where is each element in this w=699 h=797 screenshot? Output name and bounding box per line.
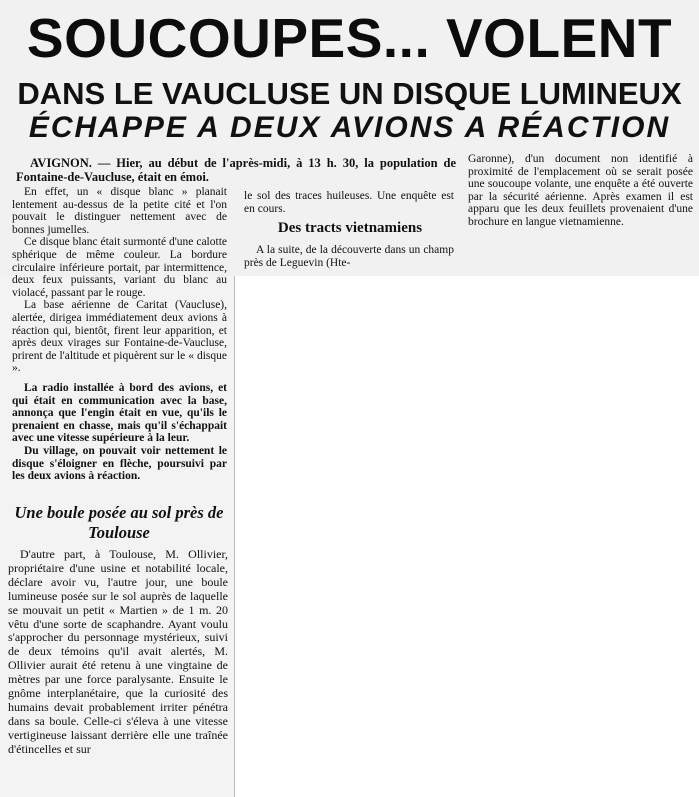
col2-paragraph-2: A la suite, de la découverte dans un champ près de Leguevin (Hte- xyxy=(244,244,454,269)
subheadline-1: DANS LE VAUCLUSE UN DISQUE LUMINEUX xyxy=(17,76,682,111)
subhead-toulouse: Une boule posée au sol près de Toulouse xyxy=(14,503,224,542)
lead-paragraph: AVIGNON. — Hier, au début de l'après-midi, à 13 h. 30, la population de Fontaine-de-Vaucluse, était en émoi. xyxy=(16,156,456,184)
subhead-tracts: Des tracts vietnamiens xyxy=(277,220,423,236)
column-2-continued xyxy=(244,244,454,269)
col2-paragraph-1: le sol des traces huileuses. Une enquête est en cours. xyxy=(244,190,454,215)
column-2 xyxy=(244,190,454,215)
headline: SOUCOUPES... VOLENT xyxy=(26,7,673,69)
col1-paragraph-3: La base aérienne de Caritat (Vaucluse), alertée, dirigea immédiatement deux avions à réaction qui, bientôt, firent leur apparition, et après deux virages sur Fontaine-de-Vaucluse, prirent de l'altitude et piquèrent sur le « disque ». xyxy=(12,299,227,375)
col1-paragraph-2: Ce disque blanc était surmonté d'une calotte sphérique de même couleur. La bordure circulaire inférieure portait, par intermittence, deux feux puissants, variant du blanc au violacé, passant par le rouge. xyxy=(12,236,227,299)
col3-paragraph-1: Garonne), d'un document non identifié à proximité de l'emplacement où se serait posée une soucoupe volante, une enquête a été ouverte par la sécurité aérienne. Après examen il est apparu que les deux feuillets provenaient d'une brochure en langue vietnamienne. xyxy=(468,153,693,228)
col1-paragraph-1: En effet, un « disque blanc » planait lentement au-dessus de la petite cité et l'on pouvait le distinguer nettement avec de bonnes jumelles. xyxy=(12,186,227,236)
column-1-bold xyxy=(12,382,227,483)
col4-paragraph-1: D'autre part, à Toulouse, M. Ollivier, propriétaire d'une usine et notabilité locale, déclare avoir vu, l'autre jour, une boule lumineuse posée sur le sol auprès de laquelle se mouvait un petit « Martien » de 1 m. 20 vêtu d'une sorte de scaphandre. Ayant voulu s'approcher du personnage mystérieux, suivi de deux témoins qu'il avait alertés, M. Ollivier aurait été retenu à une vingtaine de mètres par une force paralysante. Ensuite le gnôme interplanétaire, que la curiosité des humains devait probablement irriter pénétra dans sa boule. Celle-ci s'éleva à une vitesse vertigineuse laissant derrière elle une traînée d'étincelles et sur xyxy=(8,547,228,756)
col1-paragraph-4: La radio installée à bord des avions, et qui était en communication avec la base, annonça que l'engin était en vue, qu'ils le prenaient en chasse, mais qu'il s'échappait avec une vitesse supérieure à la leur. xyxy=(12,382,227,445)
col1-paragraph-5: Du village, on pouvait voir nettement le disque s'éloigner en flèche, poursuivi par les deux avions à réaction. xyxy=(12,444,227,483)
column-1 xyxy=(12,186,227,375)
column-3 xyxy=(468,153,693,229)
subheadline-2: ÉCHAPPE A DEUX AVIONS A RÉACTION xyxy=(28,111,671,144)
column-4 xyxy=(8,548,228,757)
blank-area xyxy=(235,276,699,797)
